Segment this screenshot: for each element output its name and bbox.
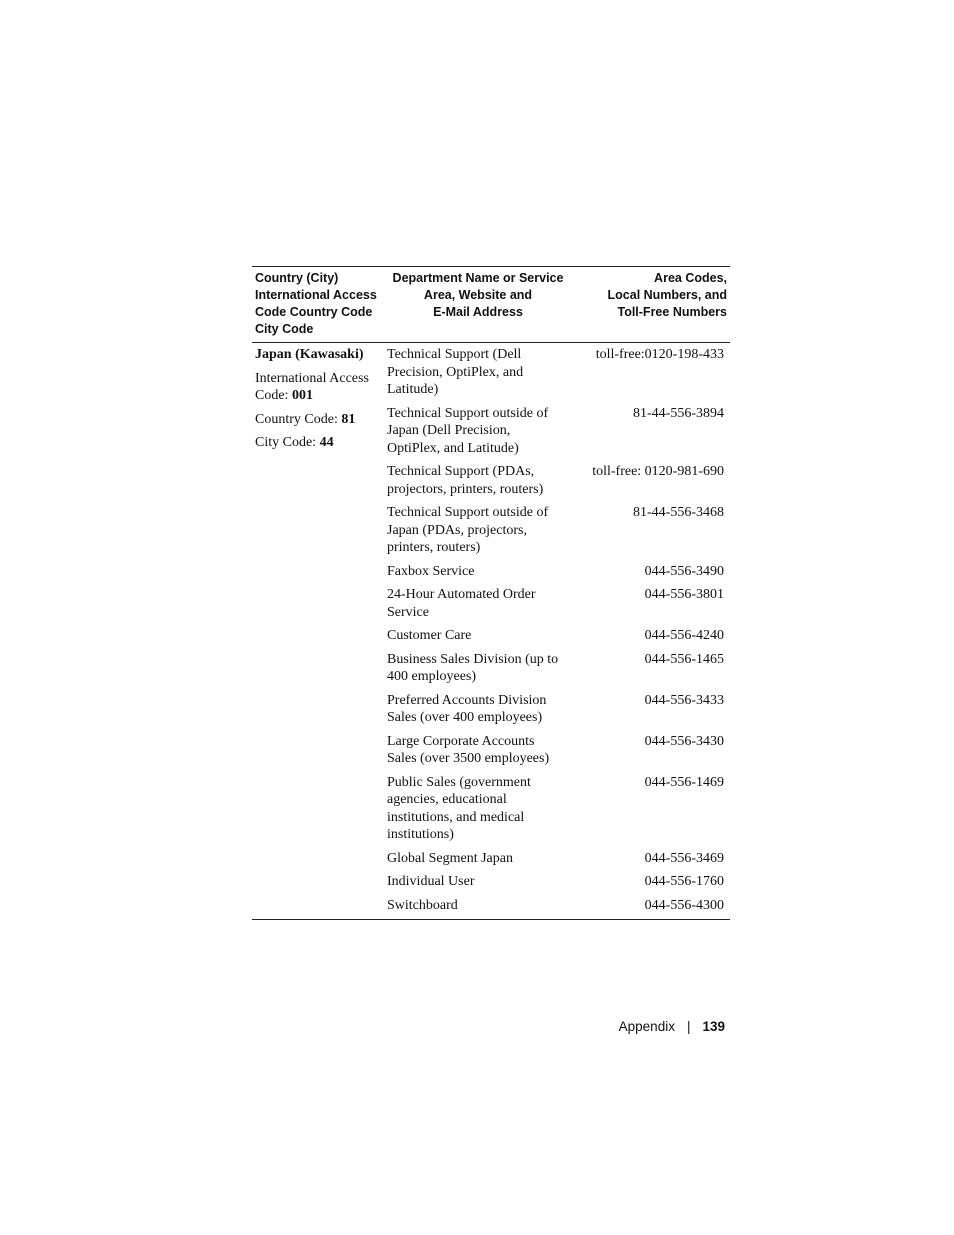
header-country: Country (City) International Access Code Country Code City Code xyxy=(252,267,384,343)
country-name: Japan (Kawasaki) xyxy=(255,347,364,362)
phone-number: 044-556-1760 xyxy=(644,874,724,889)
table-row xyxy=(252,343,730,404)
phone-number: 044-556-3801 xyxy=(644,587,724,602)
department-name: 24-Hour Automated Order Service xyxy=(387,587,536,620)
department-name: Public Sales (government agencies, educational institutions, and medical institutions) xyxy=(387,774,531,842)
page-footer xyxy=(619,1019,725,1034)
department-name: Technical Support outside of Japan (PDAs, projectors, printers, routers) xyxy=(387,505,549,555)
department-name: Technical Support (PDAs, projectors, printers, routers) xyxy=(387,464,544,497)
department-name: Business Sales Division (up to 400 employees) xyxy=(387,651,559,684)
header-department: Department Name or Service Area, Website and E-Mail Address xyxy=(384,267,572,343)
phone-number: toll-free:0120-198-433 xyxy=(595,347,724,362)
department-name: Technical Support (Dell Precision, OptiPlex, and Latitude) xyxy=(387,347,524,397)
department-name: Individual User xyxy=(387,874,475,889)
footer-separator: | xyxy=(686,1019,691,1034)
department-name: Preferred Accounts Division Sales (over 400 employees) xyxy=(387,692,547,725)
phone-number: 81-44-556-3894 xyxy=(633,405,724,421)
phone-number: 81-44-556-3468 xyxy=(633,505,724,520)
country-cell xyxy=(252,343,384,920)
contact-table xyxy=(252,266,730,919)
international-access-code: International Access Code: 001 xyxy=(255,370,369,403)
department-name: Technical Support outside of Japan (Dell Precision, OptiPlex, and Latitude) xyxy=(387,405,549,456)
country-code: Country Code: 81 xyxy=(255,411,356,427)
phone-number: 044-556-3490 xyxy=(644,563,724,579)
table-header-row xyxy=(252,267,730,343)
page-number: 139 xyxy=(702,1019,725,1034)
contact-table-container xyxy=(252,266,730,920)
header-numbers: Area Codes, Local Numbers, and Toll-Free Numbers xyxy=(572,267,730,343)
department-name: Customer Care xyxy=(387,628,472,643)
phone-number: 044-556-1465 xyxy=(644,651,724,667)
phone-number: 044-556-4300 xyxy=(644,897,724,913)
phone-number: 044-556-4240 xyxy=(644,628,724,643)
footer-section: Appendix xyxy=(618,1019,675,1034)
department-name: Global Segment Japan xyxy=(387,850,513,866)
phone-number: 044-556-3433 xyxy=(644,692,724,708)
phone-number: 044-556-1469 xyxy=(644,774,724,790)
phone-number: 044-556-3469 xyxy=(644,850,724,866)
department-name: Faxbox Service xyxy=(387,563,475,579)
phone-number: toll-free: 0120-981-690 xyxy=(592,464,724,479)
phone-number: 044-556-3430 xyxy=(644,733,724,749)
table-bottom-rule xyxy=(252,919,730,920)
department-name: Large Corporate Accounts Sales (over 3500 employees) xyxy=(387,733,550,766)
city-code: City Code: 44 xyxy=(255,435,334,450)
department-name: Switchboard xyxy=(387,897,458,913)
